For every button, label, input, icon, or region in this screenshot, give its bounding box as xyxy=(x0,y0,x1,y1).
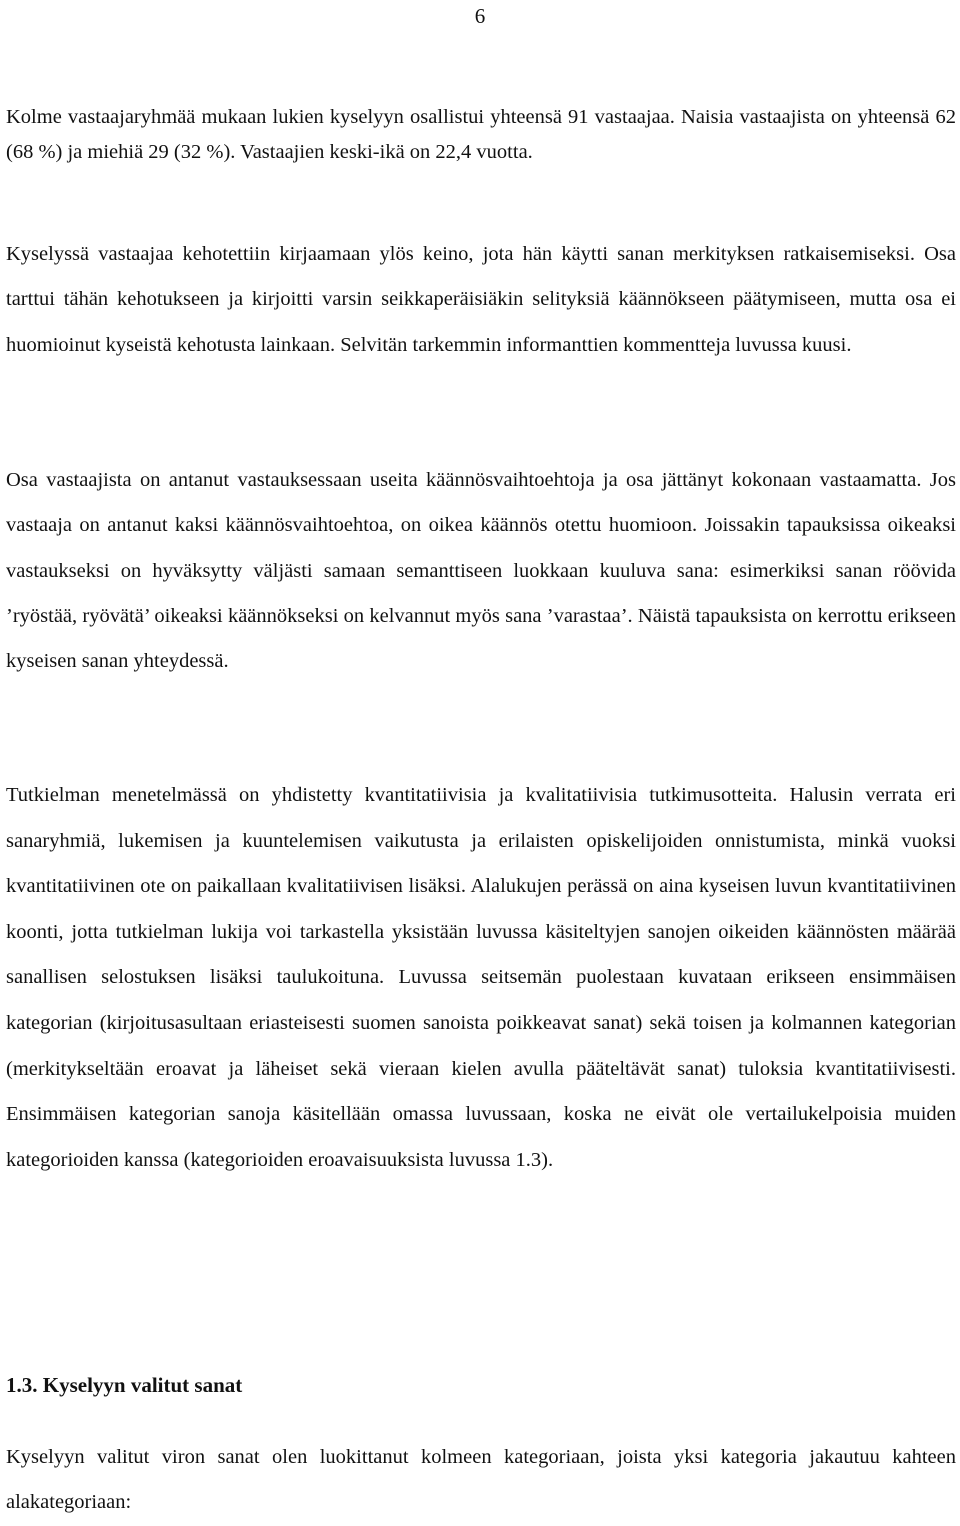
paragraph-answers: Osa vastaajista on antanut vastauksessaan useita käännösvaihtoehtoja ja osa jättänyt kokonaan vastaamatta. Jos vastaaja on antanut kaksi käännösvaihtoehtoa, on oikea käännös otettu huomioon. Joissakin tapauksissa oikeaksi vastaukseksi on hyväksytty väljästi samaan semanttiseen luokkaan kuuluva sana: esimerkiksi sanan röövida ’ryöstää, ryövätä’ oikeaksi käännökseksi on kelvannut myös sana ’varastaa’. Näistä tapauksista on kerrottu erikseen kyseisen sanan yhteydessä. xyxy=(6,469,956,673)
page-number: 6 xyxy=(474,4,486,28)
section-heading: 1.3. Kyselyyn valitut sanat xyxy=(6,1373,243,1397)
paragraph-categories: Kyselyyn valitut viron sanat olen luokittanut kolmeen kategoriaan, joista yksi kategoria jakautuu kahteen alakategoriaan: xyxy=(6,1446,956,1514)
paragraph-respondents: Kolme vastaajaryhmää mukaan lukien kyselyyn osallistui yhteensä 91 vastaajaa. Naisia vastaajista on yhteensä 62 (68 %) ja miehiä 29 (32 %). Vastaajien keski-ikä on 22,4 vuotta. xyxy=(6,106,956,163)
paragraph-method-prompt: Kyselyssä vastaajaa kehotettiin kirjaamaan ylös keino, jota hän käytti sanan merkityksen ratkaisemiseksi. Osa tarttui tähän kehotukseen ja kirjoitti varsin seikkaperäisiäkin selityksiä käännökseen päätymiseen, mutta osa ei huomioinut kyseistä kehotusta lainkaan. Selvitän tarkemmin informanttien kommentteja luvussa kuusi. xyxy=(6,243,956,356)
paragraph-methodology: Tutkielman menetelmässä on yhdistetty kvantitatiivisia ja kvalitatiivisia tutkimusotteita. Halusin verrata eri sanaryhmiä, lukemisen ja kuuntelemisen vaikutusta ja erilaisten opiskelijoiden onnistumista, minkä vuoksi kvantitatiivinen ote on paikallaan kvalitatiivisen lisäksi. Alalukujen perässä on aina kyseisen luvun kvantitatiivinen koonti, jotta tutkielman lukija voi tarkastella yksistään luvussa käsiteltyjen sanojen oikeiden käännösten määrää sanallisen selostuksen lisäksi taulukoituna. Luvussa seitsemän puolestaan kuvataan erikseen ensimmäisen kategorian (kirjoitusasultaan eriasteisesti suomen sanoista poikkeavat sanat) sekä toisen ja kolmannen kategorian (merkitykseltään eroavat ja läheiset sekä vieraan kielen avulla pääteltävät sanat) tuloksia kvantitatiivisesti. Ensimmäisen kategorian sanoja käsitellään omassa luvussaan, koska ne eivät ole vertailukelpoisia muiden kategorioiden kanssa (kategorioiden eroavaisuuksista luvussa 1.3). xyxy=(6,784,956,1171)
